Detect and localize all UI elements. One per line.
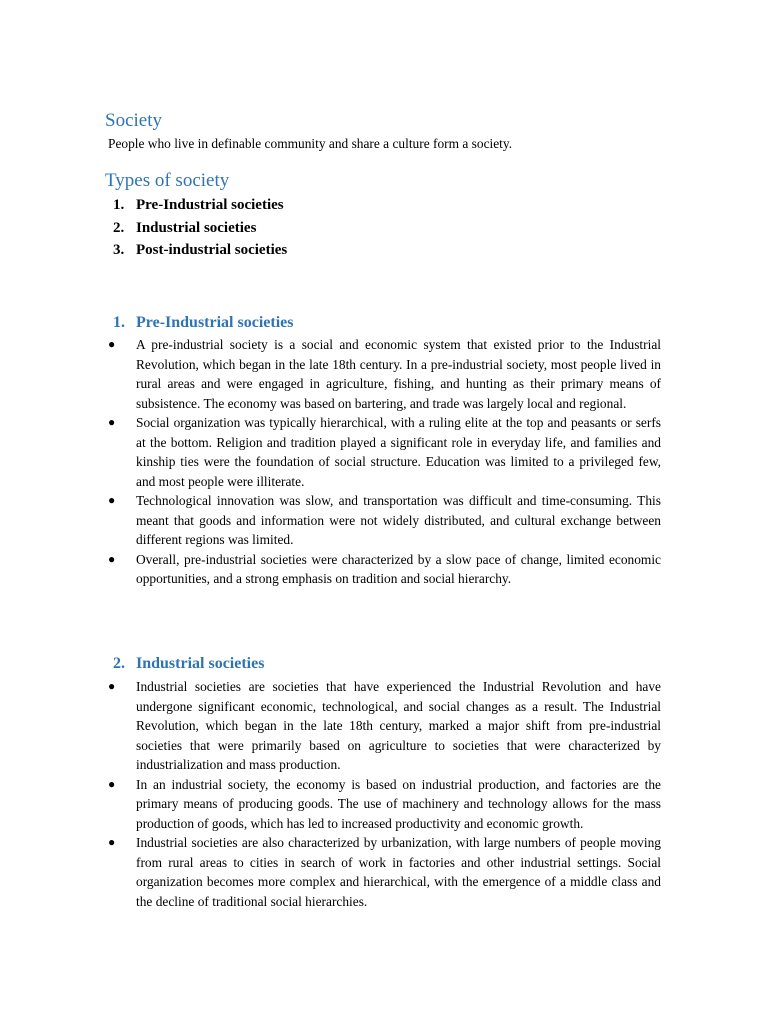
types-item-number: 3. — [113, 242, 125, 258]
section1-bullet-list — [108, 335, 661, 589]
bullet-icon: ● — [108, 493, 116, 507]
list-item — [108, 677, 661, 775]
bullet-text: Social organization was typically hierarchical, with a ruling elite at the top and peasants or serfs at the bottom. Religion and tradition played a significant role in everyday life, and families and kinship ties were the foundation of social structure. Education was limited to a privileged few, and most people were illiterate. — [136, 415, 661, 489]
bullet-icon: ● — [108, 679, 116, 693]
bullet-text: In an industrial society, the economy is based on industrial production, and factories are the primary means of producing goods. The use of machinery and technology allows for the mass production of goods, which has led to increased productivity and economic growth. — [136, 776, 661, 831]
types-list-item — [113, 217, 287, 240]
list-item — [108, 775, 661, 834]
types-item-label: Post-industrial societies — [136, 242, 288, 258]
section2-bullet-list — [108, 677, 661, 911]
bullet-icon: ● — [108, 776, 116, 791]
bullet-text: Technological innovation was slow, and transportation was difficult and time-consuming. This meant that goods and information were not widely distributed, and cultural exchange between different regions was limited. — [136, 493, 661, 547]
section1-heading — [113, 313, 293, 333]
section2-title: Industrial societies — [136, 655, 265, 672]
types-item-number: 1. — [113, 197, 125, 213]
types-list-item — [113, 239, 287, 262]
bullet-text: Industrial societies are also characterized by urbanization, with large numbers of people moving from rural areas to cities in search of work in factories and other industrial settings. Social organization becomes more complex and hierarchical, with the emergence of a middle class and the decline of traditional social hierarchies. — [136, 835, 661, 909]
bullet-text: A pre-industrial society is a social and economic system that existed prior to the Industrial Revolution, which began in the late 18th century. In a pre-industrial society, most people lived in rural areas and were engaged in agriculture, fishing, and hunting as their primary means of subsistence. The economy was based on bartering, and trade was largely local and regional. — [136, 337, 661, 411]
list-item — [108, 491, 661, 550]
bullet-icon: ● — [108, 835, 116, 849]
bullet-text: Overall, pre-industrial societies were characterized by a slow pace of change, limited economic opportunities, and a strong emphasis on tradition and social hierarchy. — [136, 551, 661, 586]
list-item — [108, 833, 661, 911]
types-item-label: Industrial societies — [136, 219, 257, 236]
bullet-icon: ● — [108, 415, 116, 429]
list-item — [108, 413, 661, 491]
bullet-text: Industrial societies are societies that have experienced the Industrial Revolution and have undergone significant economic, technological, and social changes as a result. The Industrial Revolution, which began in the late 18th century, marked a major shift from pre-industrial societies that were primarily based on agriculture to societies that were characterized by industrialization and mass production. — [136, 679, 661, 772]
types-list — [113, 194, 287, 262]
section2-heading — [113, 654, 264, 674]
section1-number: 1. — [113, 314, 125, 331]
list-item — [108, 335, 661, 413]
list-item — [108, 550, 661, 589]
bullet-icon: ● — [108, 337, 116, 351]
types-title: Types of society — [105, 170, 230, 191]
types-item-number: 2. — [113, 219, 125, 236]
section2-number: 2. — [113, 655, 125, 672]
bullet-icon: ● — [108, 551, 116, 566]
society-title: Society — [105, 110, 162, 131]
types-list-item — [113, 194, 287, 217]
section1-title: Pre-Industrial societies — [136, 314, 294, 331]
society-definition: People who live in definable community and share a culture form a society. — [108, 136, 513, 151]
types-item-label: Pre-Industrial societies — [136, 197, 284, 213]
